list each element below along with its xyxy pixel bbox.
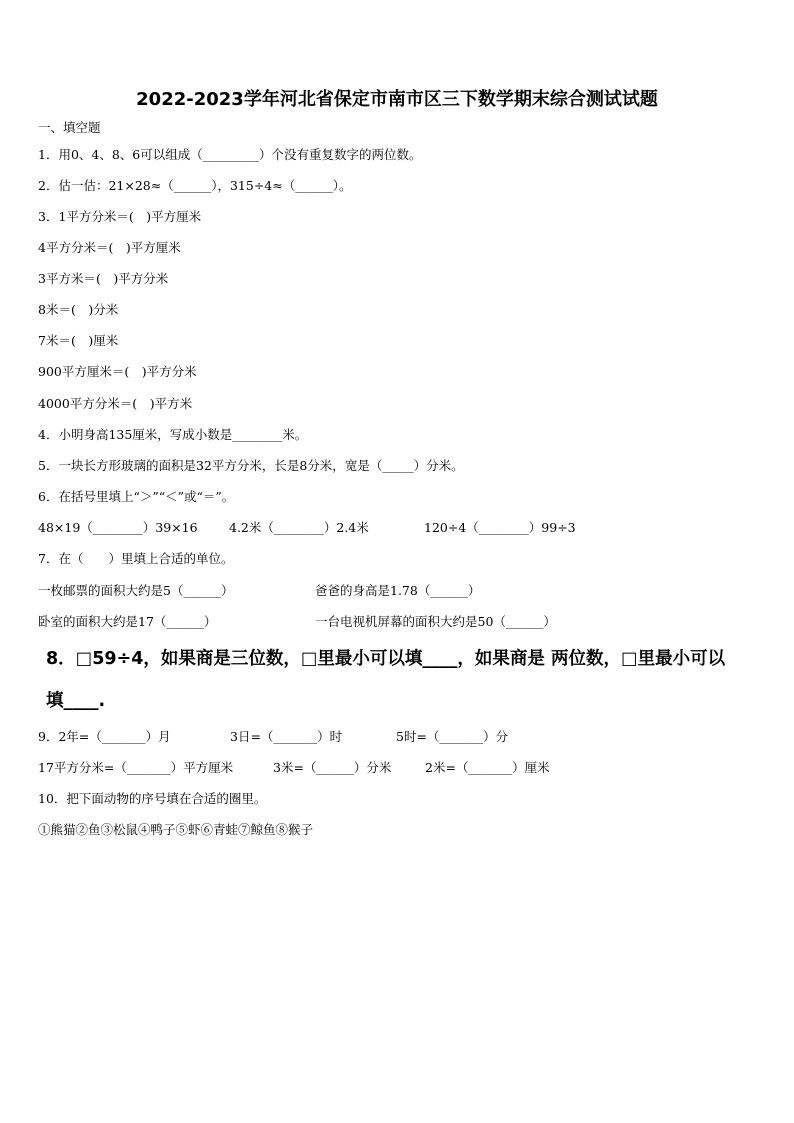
question-6-item-a: 48×19（________）39×16	[38, 520, 198, 535]
question-9-item-a: 9．2年=（_______）月	[38, 729, 171, 744]
question-3-line-1: 3．1平方分米＝( )平方厘米	[38, 209, 202, 224]
question-3-line-4: 8米＝( )分米	[38, 302, 119, 317]
question-3-line-7: 4000平方分米＝( )平方米	[38, 396, 193, 411]
question-7-item-c: 卧室的面积大约是17（______）	[38, 614, 217, 629]
question-7-item-d: 一台电视机屏幕的面积大约是50（______）	[315, 614, 556, 629]
question-8-line-1: 8．□59÷4，如果商是三位数，□里最小可以填____，如果商是 两位数，□里最小可以	[46, 649, 726, 669]
question-8-line-2: 填____.	[46, 691, 106, 711]
exam-title: 2022-2023学年河北省保定市南市区三下数学期末综合测试试题	[136, 89, 658, 110]
question-3-line-6: 900平方厘米＝( )平方分米	[38, 364, 197, 379]
question-6-item-c: 120÷4（________）99÷3	[424, 520, 576, 535]
question-2: 2．估一估：21×28≈（______），315÷4≈（______）。	[38, 178, 352, 193]
question-7-item-b: 爸爸的身高是1.78（______）	[315, 583, 481, 598]
question-7-item-a: 一枚邮票的面积大约是5（______）	[38, 583, 234, 598]
question-3-line-3: 3平方米＝( )平方分米	[38, 271, 169, 286]
question-9-item-c: 5时=（_______）分	[396, 729, 509, 744]
question-9-item-d: 17平方分米=（_______）平方厘米	[38, 760, 234, 775]
question-10-animal-list: ①熊猫②鱼③松鼠④鸭子⑤虾⑥青蛙⑦鲸鱼⑧猴子	[38, 822, 314, 837]
section-heading-fill-blank: 一、填空题	[38, 120, 101, 135]
question-7-prompt: 7．在（ ）里填上合适的单位。	[38, 551, 234, 566]
question-4: 4．小明身高135厘米，写成小数是________米。	[38, 427, 308, 442]
question-1: 1．用0、4、8、6可以组成（_________）个没有重复数字的两位数。	[38, 147, 422, 162]
question-9-item-b: 3日=（_______）时	[230, 729, 343, 744]
question-9-item-f: 2米=（_______）厘米	[425, 760, 550, 775]
question-6-prompt: 6．在括号里填上“＞”“＜”或“＝”。	[38, 489, 235, 504]
question-5: 5．一块长方形玻璃的面积是32平方分米，长是8分米，宽是（_____）分米。	[38, 458, 464, 473]
question-3-line-5: 7米＝( )厘米	[38, 333, 119, 348]
question-6-item-b: 4.2米（________）2.4米	[229, 520, 369, 535]
question-10-prompt: 10．把下面动物的序号填在合适的圈里。	[38, 791, 267, 806]
question-3-line-2: 4平方分米＝( )平方厘米	[38, 240, 181, 255]
question-9-item-e: 3米=（______）分米	[273, 760, 392, 775]
